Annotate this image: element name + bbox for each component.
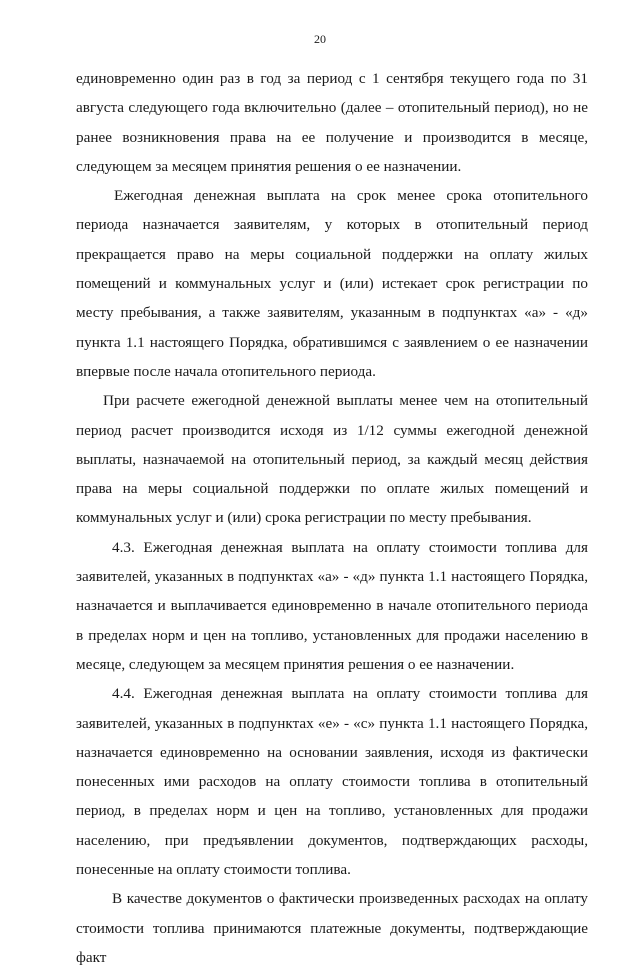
paragraph-payment-calculation: При расчете ежегодной денежной выплаты менее чем на отопительный период расчет производится исходя из 1/12 суммы ежегодной денежной выплаты, назначаемой на отопительный период, за каждый месяц действия права на меры социальной поддержки по оплате жилых помещений и коммунальных услуг и (или) срока регистрации по месту пребывания. [76, 392, 588, 527]
paragraph-clause-4-4: 4.4. Ежегодная денежная выплата на оплату стоимости топлива для заявителей, указанных в подпунктах «е» - «с» пункта 1.1 настоящего Порядка, назначается единовременно на основании заявления, исходя из фактически понесенных ими расходов на оплату стоимости топлива в отопительный период, в пределах норм и цен на топливо, установленных для продажи населению, при предъявлении документов, подтверждающих расходы, понесенные на оплату стоимости топлива. [76, 685, 588, 879]
paragraph-clause-4-3: 4.3. Ежегодная денежная выплата на оплату стоимости топлива для заявителей, указанных в подпунктах «а» - «д» пункта 1.1 настоящего Порядка, назначается и выплачивается единовременно в начале отопительного периода в пределах норм и цен на топливо, установленных для продажи населению в месяце, следующем за месяцем принятия решения о ее назначении. [76, 538, 588, 673]
paragraph-expense-documents: В качестве документов о фактически произведенных расходах на оплату стоимости топлива принимаются платежные документы, подтверждающие факт [76, 890, 588, 966]
document-body [76, 64, 588, 972]
page-number: 20 [314, 32, 326, 46]
paragraph-continuation: единовременно один раз в год за период с 1 сентября текущего года по 31 августа следующего года включительно (далее – отопительный период), но не ранее возникновения права на ее получение и производится в месяце, следующем за месяцем принятия решения о ее назначении. [76, 70, 588, 175]
paragraph-short-term-payment: Ежегодная денежная выплата на срок менее срока отопительного периода назначается заявителям, у которых в отопительный период прекращается право на меры социальной поддержки на оплату жилых помещений и коммунальных услуг и (или) истекает срок регистрации по месту пребывания, а также заявителям, указанным в подпунктах «а» - «д» пункта 1.1 настоящего Порядка, обратившимся с заявлением о ее назначении впервые после начала отопительного периода. [76, 187, 588, 380]
